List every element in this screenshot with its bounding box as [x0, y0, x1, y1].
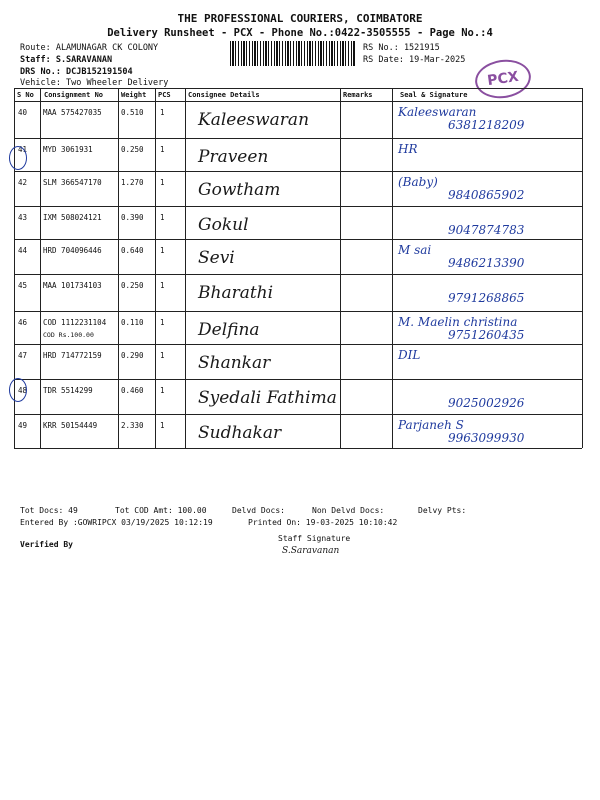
row-sno: 46 — [18, 318, 28, 327]
row-phone: 9840865902 — [448, 188, 525, 202]
vehicle-label: Vehicle: Two Wheeler Delivery — [20, 78, 169, 88]
row-sno: 47 — [18, 351, 28, 360]
row-weight: 0.250 — [121, 145, 144, 154]
total-docs: Tot Docs: 49 — [20, 506, 78, 515]
row-cod-note: COD Rs.100.00 — [43, 331, 94, 339]
staff-signature: S.Saravanan — [282, 546, 340, 556]
row-signature: DIL — [398, 348, 421, 362]
table-rule — [40, 88, 41, 448]
drs-number: DRS No.: DCJB152191504 — [20, 67, 133, 77]
row-consignee-handwritten: Delfina — [198, 320, 260, 340]
row-consignment-no: HRD 714772159 — [43, 351, 102, 360]
rs-number: RS No.: 1521915 — [363, 43, 440, 53]
row-consignee-handwritten: Bharathi — [198, 283, 274, 303]
row-phone: 6381218209 — [448, 118, 525, 132]
row-sno: 42 — [18, 178, 28, 187]
row-signature: M sai — [398, 243, 432, 257]
row-consignee-handwritten: Gokul — [198, 215, 249, 235]
circle-mark — [9, 146, 27, 170]
verified-by: Verified By — [20, 540, 73, 549]
table-rule — [14, 414, 582, 415]
row-consignment-no: COD 1112231104 — [43, 318, 107, 327]
row-pcs: 1 — [160, 108, 165, 117]
barcode — [230, 41, 355, 66]
row-consignee-handwritten: Kaleeswaran — [198, 110, 310, 130]
row-sno: 48 — [18, 386, 28, 395]
table-rule — [14, 88, 582, 89]
document-title: THE PROFESSIONAL COURIERS, COIMBATORE — [177, 12, 423, 25]
row-pcs: 1 — [160, 178, 165, 187]
row-pcs: 1 — [160, 318, 165, 327]
row-consignment-no: MAA 101734103 — [43, 281, 102, 290]
row-phone: 9751260435 — [448, 328, 525, 342]
row-weight: 1.270 — [121, 178, 144, 187]
row-weight: 0.390 — [121, 213, 144, 222]
table-rule — [155, 88, 156, 448]
row-consignee-handwritten: Syedali Fathima — [198, 388, 337, 408]
row-pcs: 1 — [160, 421, 165, 430]
table-rule — [14, 206, 582, 207]
staff-signature-label: Staff Signature — [278, 534, 351, 543]
rs-date: RS Date: 19-Mar-2025 — [363, 55, 466, 65]
table-rule — [14, 239, 582, 240]
pcx-stamp: PCX — [473, 56, 534, 101]
row-consignment-no: SLM 366547170 — [43, 178, 102, 187]
row-pcs: 1 — [160, 386, 165, 395]
entered-by: Entered By :GOWRIPCX 03/19/2025 10:12:19 — [20, 518, 213, 527]
row-sno: 41 — [18, 145, 28, 154]
row-weight: 0.110 — [121, 318, 144, 327]
table-rule — [14, 171, 582, 172]
row-signature: HR — [398, 142, 418, 156]
row-signature: Parjaneh S — [398, 418, 464, 432]
row-sno: 45 — [18, 281, 28, 290]
table-rule — [582, 88, 583, 448]
table-rule — [14, 344, 582, 345]
table-rule — [392, 88, 393, 448]
row-phone: 9486213390 — [448, 256, 525, 270]
printed-on: Printed On: 19-03-2025 10:10:42 — [248, 518, 398, 527]
row-signature: M. Maelin christina — [398, 315, 518, 329]
row-weight: 2.330 — [121, 421, 144, 430]
row-consignment-no: MYD 3061931 — [43, 145, 93, 154]
row-pcs: 1 — [160, 351, 165, 360]
staff-label: Staff: S.SARAVANAN — [20, 55, 113, 65]
row-pcs: 1 — [160, 246, 165, 255]
col-header-consignee: Consignee Details — [188, 91, 260, 99]
row-weight: 0.640 — [121, 246, 144, 255]
table-rule — [14, 448, 582, 449]
row-consignee-handwritten: Gowtham — [198, 180, 281, 200]
col-header-weight: Weight — [121, 91, 147, 99]
row-consignee-handwritten: Shankar — [198, 353, 271, 373]
row-sno: 44 — [18, 246, 28, 255]
table-rule — [185, 88, 186, 448]
row-weight: 0.250 — [121, 281, 144, 290]
row-signature: (Baby) — [398, 175, 438, 189]
row-sno: 40 — [18, 108, 28, 117]
table-rule — [14, 138, 582, 139]
table-rule — [14, 101, 582, 102]
row-phone: 9025002926 — [448, 396, 525, 410]
row-phone: 9963099930 — [448, 431, 525, 445]
row-consignment-no: MAA 575427035 — [43, 108, 102, 117]
row-consignee-handwritten: Sudhakar — [198, 423, 282, 443]
col-header-signature: Seal & Signature — [400, 91, 468, 99]
table-rule — [14, 274, 582, 275]
col-header-sno: S No — [17, 91, 34, 99]
row-phone: 9047874783 — [448, 223, 525, 237]
total-cod-amount: Tot COD Amt: 100.00 — [115, 506, 207, 515]
row-consignee-handwritten: Sevi — [198, 248, 235, 268]
row-weight: 0.460 — [121, 386, 144, 395]
table-rule — [14, 379, 582, 380]
row-consignment-no: IXM 508024121 — [43, 213, 102, 222]
delivery-points: Delvy Pts: — [418, 506, 467, 515]
row-sno: 43 — [18, 213, 28, 222]
table-rule — [14, 311, 582, 312]
non-delivered-docs: Non Delvd Docs: — [312, 506, 385, 515]
col-header-remarks: Remarks — [343, 91, 373, 99]
document-subtitle: Delivery Runsheet - PCX - Phone No.:0422-3505555 - Page No.:4 — [107, 27, 493, 39]
route-label: Route: ALAMUNAGAR CK COLONY — [20, 43, 159, 53]
row-consignment-no: HRD 704096446 — [43, 246, 102, 255]
row-weight: 0.290 — [121, 351, 144, 360]
row-consignee-handwritten: Praveen — [198, 147, 269, 167]
row-pcs: 1 — [160, 281, 165, 290]
circle-mark — [9, 378, 27, 402]
row-pcs: 1 — [160, 213, 165, 222]
row-consignment-no: TDR 5514299 — [43, 386, 93, 395]
row-consignment-no: KRR 50154449 — [43, 421, 98, 430]
col-header-pcs: PCS — [158, 91, 171, 99]
table-rule — [118, 88, 119, 448]
row-sno: 49 — [18, 421, 28, 430]
col-header-consignment: Consignment No — [44, 91, 104, 99]
row-weight: 0.510 — [121, 108, 144, 117]
row-pcs: 1 — [160, 145, 165, 154]
row-phone: 9791268865 — [448, 291, 525, 305]
table-rule — [340, 88, 341, 448]
delivered-docs: Delvd Docs: — [232, 506, 285, 515]
row-signature: Kaleeswaran — [398, 105, 477, 119]
